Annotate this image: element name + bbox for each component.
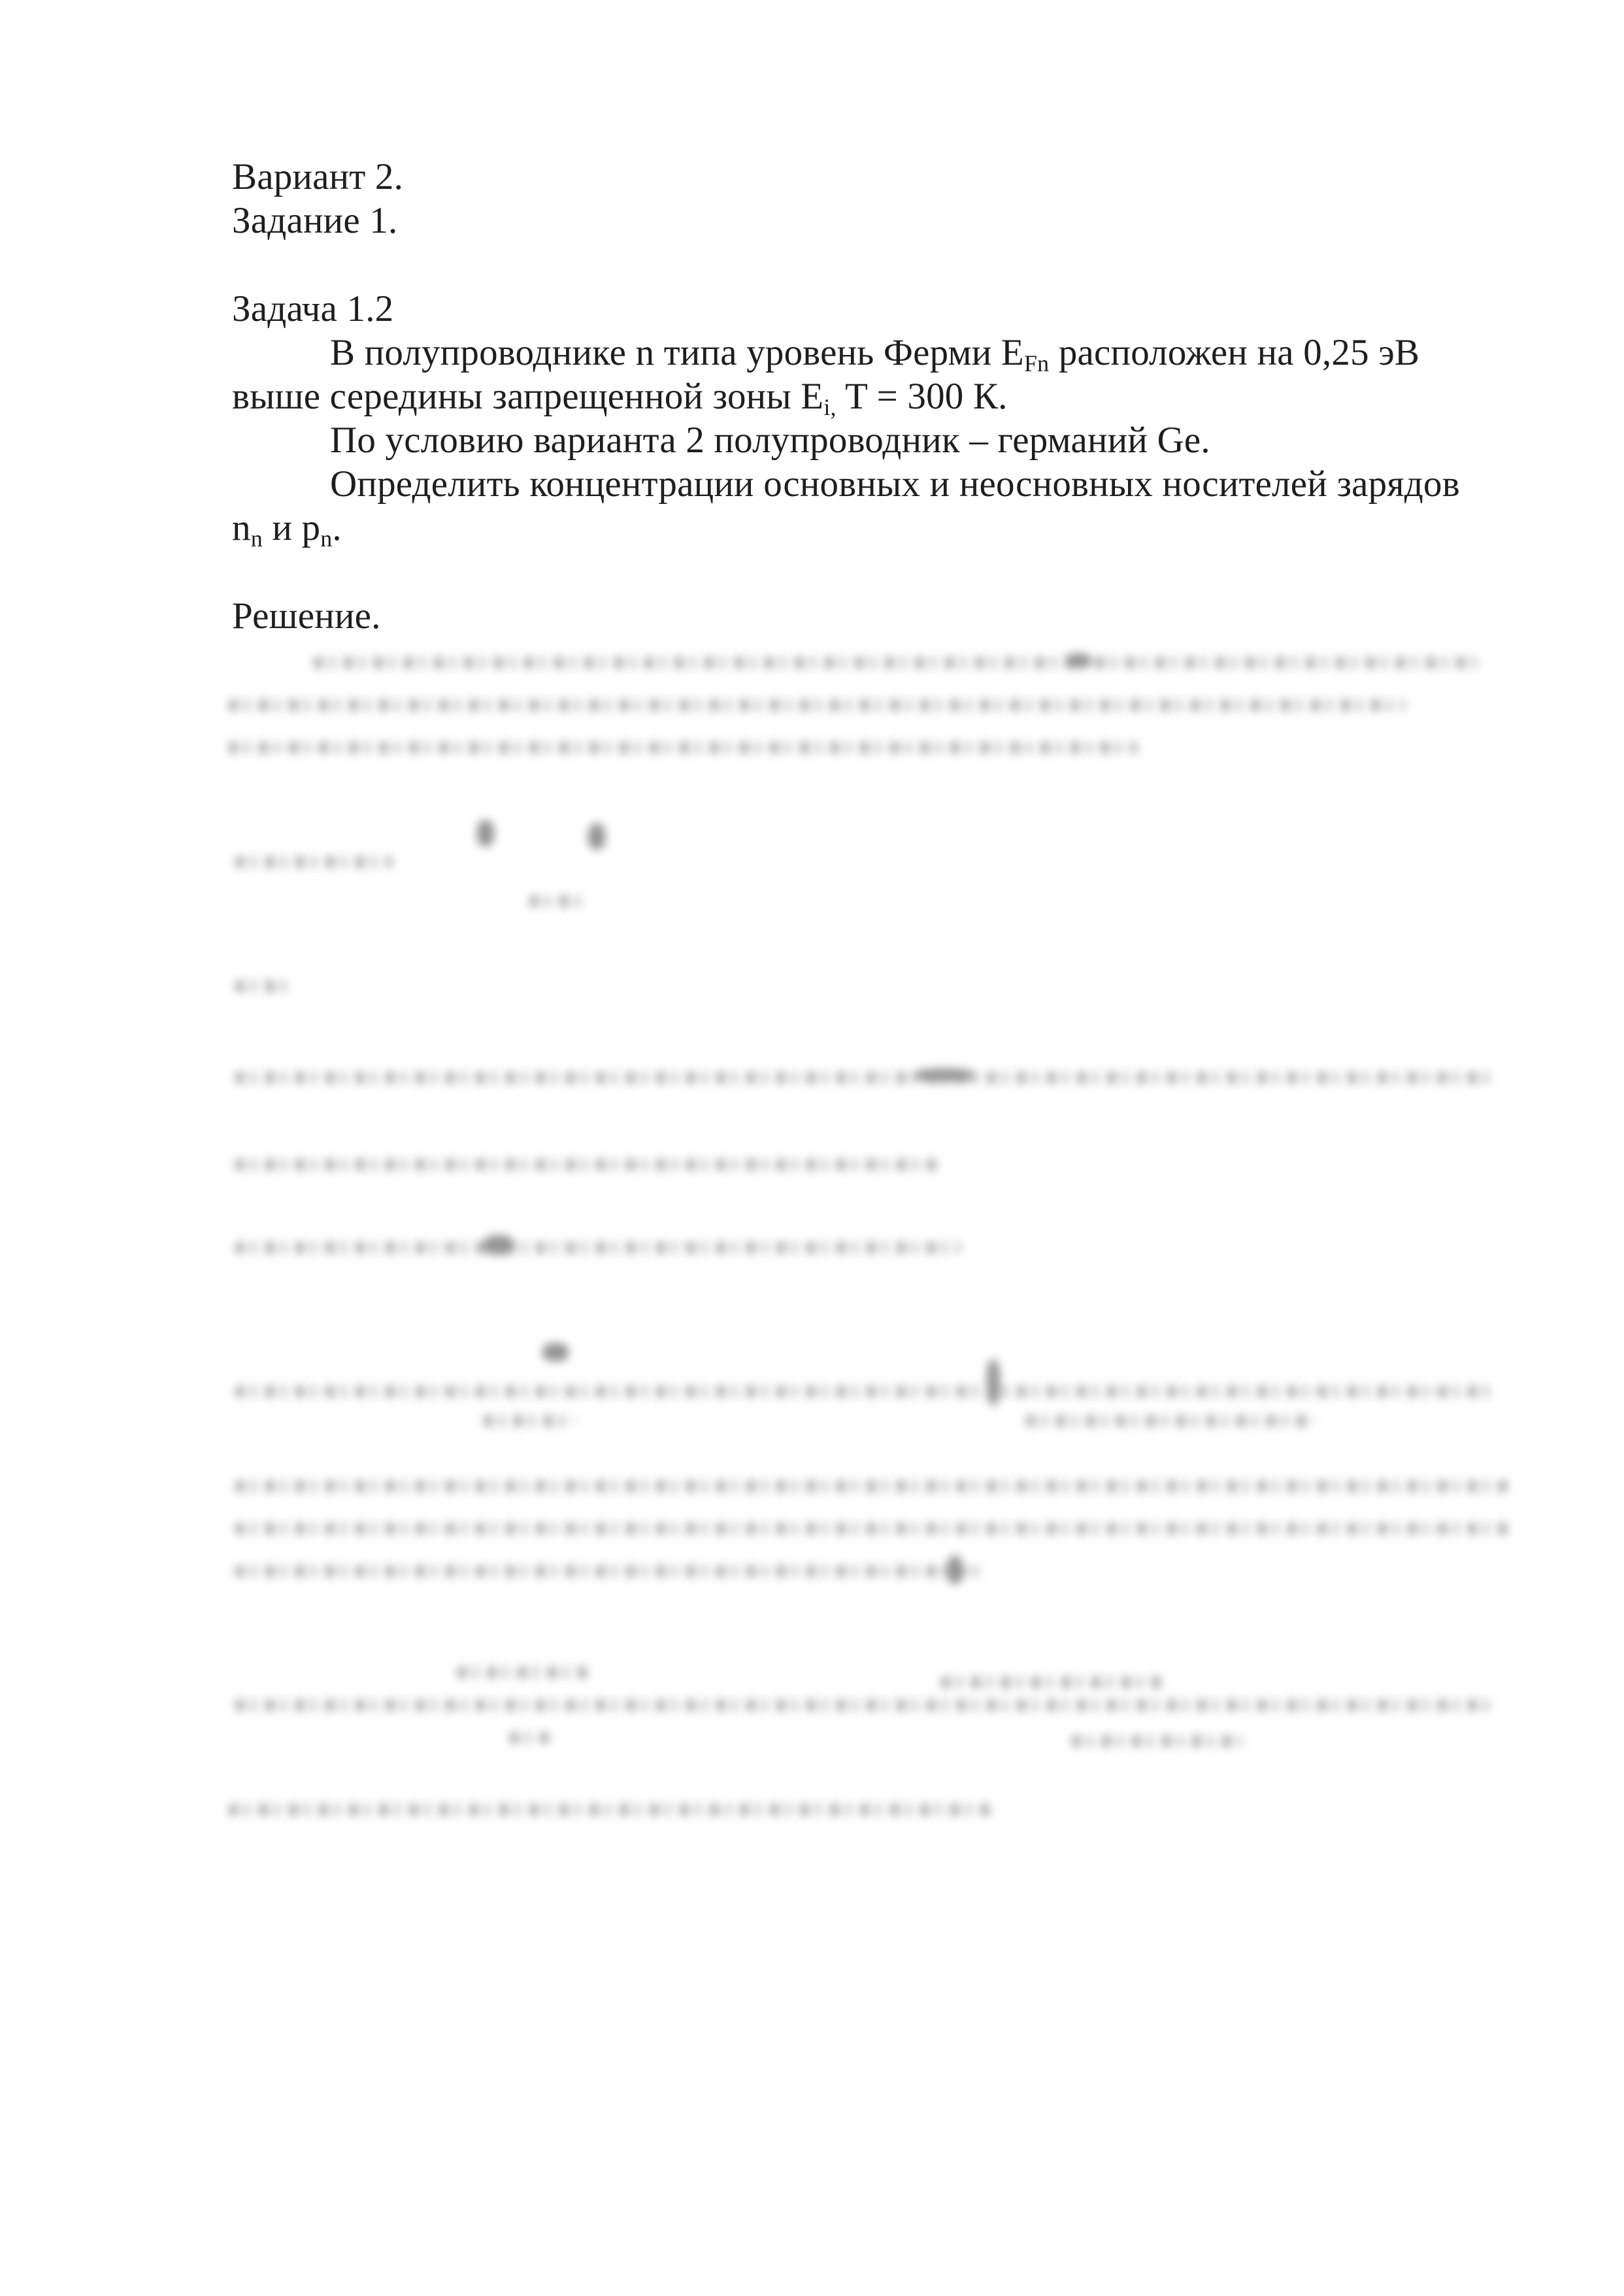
statement-text: T = 300 К.: [836, 376, 1008, 417]
statement-text: и p: [262, 507, 321, 548]
statement-text: расположен на 0,25 эВ: [1049, 332, 1420, 373]
statement-text: выше середины запрещенной зоны E: [232, 376, 824, 417]
solution-heading: Решение.: [232, 595, 381, 637]
variant-heading: Вариант 2.: [232, 156, 404, 197]
subscript: n: [320, 525, 333, 552]
blurred-solution-area: [222, 644, 1483, 1833]
statement-line-2: [232, 375, 1008, 418]
statement-text: В полупроводнике n типа уровень Ферми E: [330, 332, 1024, 373]
subscript: i,: [823, 394, 837, 420]
subscript: n: [250, 525, 263, 552]
subscript: Fn: [1023, 350, 1050, 376]
statement-line-5: [232, 507, 342, 550]
statement-text: n: [232, 507, 251, 548]
assignment-heading: Задание 1.: [232, 200, 398, 241]
problem-title: Задача 1.2: [232, 288, 394, 329]
statement-line-3: По условию варианта 2 полупроводник – германий Ge.: [330, 420, 1210, 461]
statement-line-1: [330, 331, 1419, 374]
statement-line-4: Определить концентрации основных и неосновных носителей зарядов: [330, 463, 1460, 505]
statement-text: .: [332, 507, 342, 548]
